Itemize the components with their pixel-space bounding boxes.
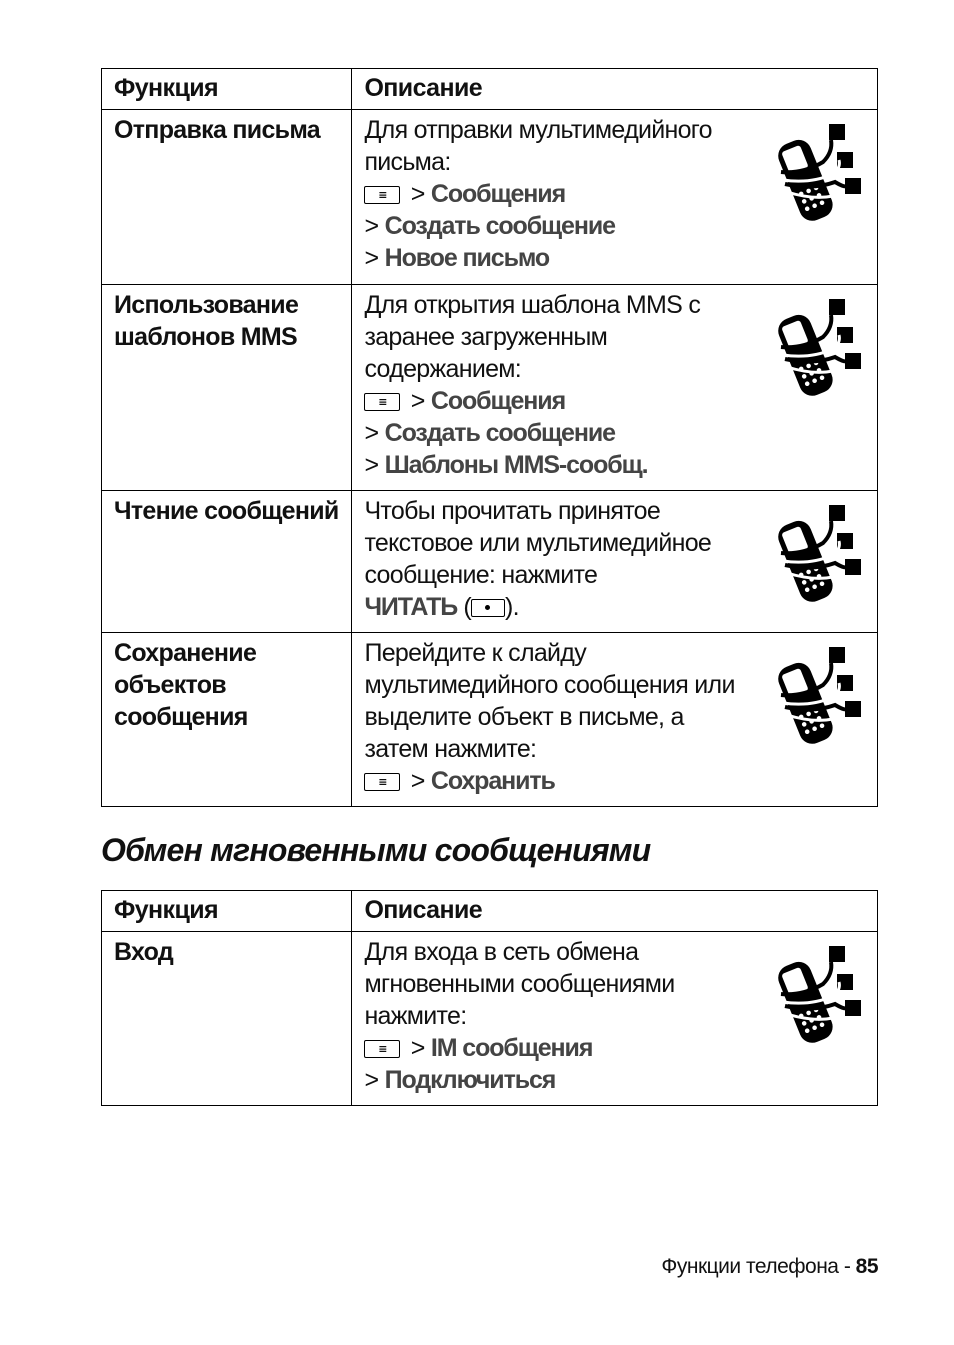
row-function: Отправка письма <box>102 110 352 285</box>
row-function: Сохранение объектов сообщения <box>102 633 352 807</box>
footer-text: Функции телефона - <box>661 1255 856 1278</box>
features-table-im <box>101 890 878 1106</box>
table-row <box>102 285 878 491</box>
menu-key-icon: ≡ <box>364 393 400 411</box>
features-table-messages <box>101 68 878 807</box>
row-description: Чтобы прочитать принятое текстовое или мультимедийное сообщение: нажмите ЧИТАТЬ ( ). <box>352 491 878 633</box>
network-phone-icon <box>773 503 863 603</box>
row-intro: Для входа в сеть обмена мгновенными сообщениями нажмите: <box>364 938 675 1030</box>
menu-path-item: Сообщения <box>430 180 566 208</box>
section-title: Обмен мгновенными сообщениями <box>101 832 651 868</box>
header-description: Описание <box>352 69 878 110</box>
network-phone-icon <box>773 122 863 222</box>
row-description: Для отправки мультимедийного письма: ≡ > Сообщения > Создать сообщение > Новое письмо <box>352 110 878 285</box>
page-footer <box>661 1255 878 1279</box>
header-description: Описание <box>352 891 878 932</box>
row-intro: Для открытия шаблона MMS с заранее загруженным содержанием: <box>364 291 701 383</box>
row-function: Чтение сообщений <box>102 491 352 633</box>
row-intro: Чтобы прочитать принятое текстовое или мультимедийное сообщение: нажмите <box>364 497 712 589</box>
table-row <box>102 633 878 807</box>
menu-path-item: IM сообщения <box>430 1034 593 1062</box>
row-description: Для открытия шаблона MMS с заранее загруженным содержанием: ≡ > Сообщения > Создать сообщение > Шаблоны MMS-сообщ. <box>352 285 878 491</box>
table-header-row <box>102 891 878 932</box>
table-row <box>102 932 878 1106</box>
menu-path-item: Сохранить <box>430 767 555 795</box>
menu-path-item: Новое письмо <box>384 244 550 272</box>
table-row <box>102 110 878 285</box>
header-function: Функция <box>102 69 352 110</box>
menu-path-item: Сообщения <box>430 387 566 415</box>
table-header-row <box>102 69 878 110</box>
header-function: Функция <box>102 891 352 932</box>
menu-key-icon: ≡ <box>364 1040 400 1058</box>
page-number: 85 <box>855 1255 878 1278</box>
network-phone-icon <box>773 297 863 397</box>
row-intro: Для отправки мультимедийного письма: <box>364 116 712 176</box>
row-intro: Перейдите к слайду мультимедийного сообщения или выделите объект в письме, а затем нажмите: <box>364 639 735 763</box>
soft-key-label: ЧИТАТЬ <box>364 593 458 621</box>
menu-path-item: Создать сообщение <box>384 419 615 447</box>
network-phone-icon <box>773 944 863 1044</box>
soft-key-icon <box>471 599 505 617</box>
row-function: Использование шаблонов MMS <box>102 285 352 491</box>
table-row <box>102 491 878 633</box>
menu-key-icon: ≡ <box>364 773 400 791</box>
row-description: Для входа в сеть обмена мгновенными сообщениями нажмите: ≡ > IM сообщения > Подключиться <box>352 932 878 1106</box>
menu-path-item: Создать сообщение <box>384 212 615 240</box>
row-description: Перейдите к слайду мультимедийного сообщения или выделите объект в письме, а затем нажмите: ≡ > Сохранить <box>352 633 878 807</box>
menu-path-item: Подключиться <box>384 1066 556 1094</box>
row-function: Вход <box>102 932 352 1106</box>
menu-path-item: Шаблоны MMS-сообщ. <box>384 451 648 479</box>
menu-key-icon: ≡ <box>364 186 400 204</box>
network-phone-icon <box>773 645 863 745</box>
